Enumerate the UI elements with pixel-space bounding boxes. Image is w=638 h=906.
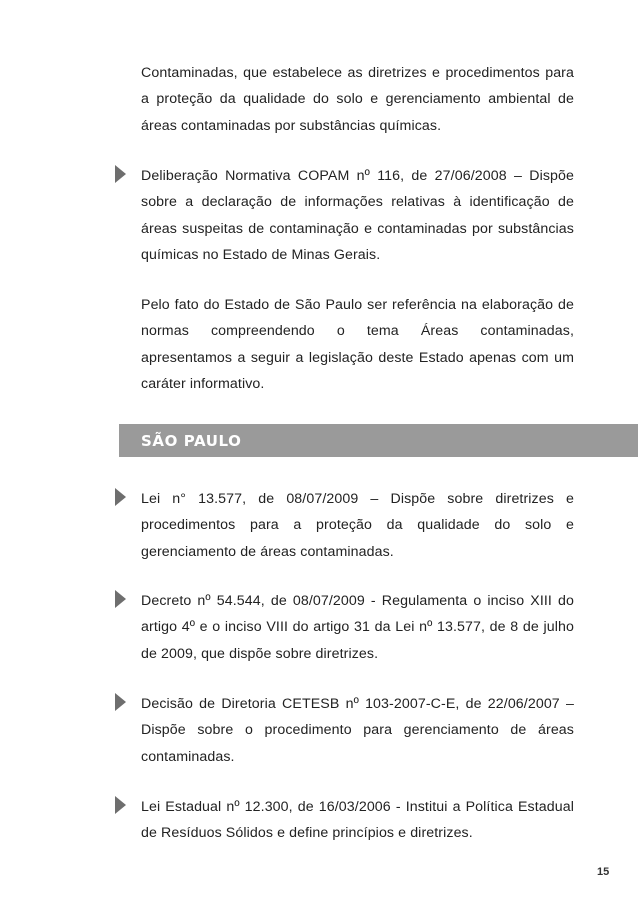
legislation-item-sp-4: Lei Estadual nº 12.300, de 16/03/2006 - Institui a Política Estadual de Resíduos Sólidos e define princípios e diretrizes.	[141, 799, 574, 842]
page-number: 15	[597, 866, 610, 878]
note-paragraph: Pelo fato do Estado de São Paulo ser referência na elaboração de normas compreendendo o tema Áreas contaminadas, apresentamos a seguir a legislação deste Estado apenas com um caráter informativo.	[141, 297, 574, 392]
legislation-item-mg: Deliberação Normativa COPAM nº 116, de 27/06/2008 – Dispõe sobre a declaração de informações relativas à identificação de áreas suspeitas de contaminação e contaminadas por substâncias químicas no Estado de Minas Gerais.	[141, 168, 574, 263]
triangle-bullet-icon	[115, 488, 126, 506]
legislation-item-sp-2: Decreto nº 54.544, de 08/07/2009 - Regulamenta o inciso XIII do artigo 4º e o inciso VIII do artigo 31 da Lei nº 13.577, de 8 de julho de 2009, que dispõe sobre diretrizes.	[141, 593, 574, 662]
intro-continuation-paragraph: Contaminadas, que estabelece as diretrizes e procedimentos para a proteção da qualidade do solo e gerenciamento ambiental de áreas contaminadas por substâncias químicas.	[141, 65, 574, 134]
triangle-bullet-icon	[115, 693, 126, 711]
triangle-bullet-icon	[115, 165, 126, 183]
triangle-bullet-icon	[115, 796, 126, 814]
section-header-bar	[119, 424, 638, 457]
section-title: SÃO PAULO	[141, 432, 242, 450]
legislation-item-sp-3: Decisão de Diretoria CETESB nº 103-2007-C-E, de 22/06/2007 – Dispõe sobre o procedimento para gerenciamento de áreas contaminadas.	[141, 696, 574, 765]
legislation-item-sp-1: Lei n° 13.577, de 08/07/2009 – Dispõe sobre diretrizes e procedimentos para a proteção da qualidade do solo e gerenciamento de áreas contaminadas.	[141, 491, 574, 560]
triangle-bullet-icon	[115, 590, 126, 608]
